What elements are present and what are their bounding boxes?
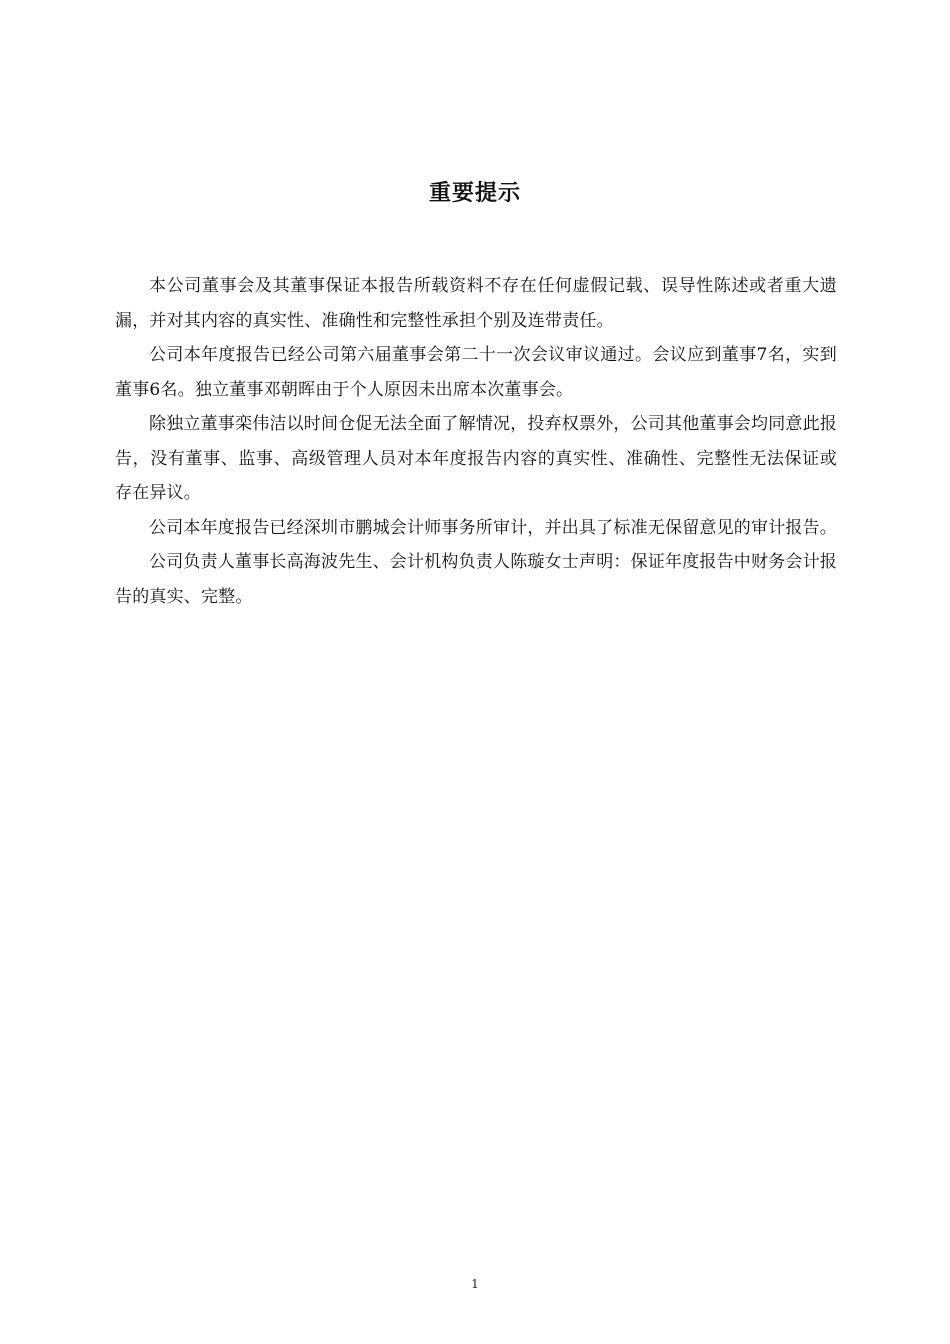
page-number: 1 bbox=[471, 1277, 479, 1291]
page-title: 重要提示 bbox=[428, 180, 521, 206]
paragraph-board-guarantee: 本公司董事会及其董事保证本报告所载资料不存在任何虚假记载、误导性陈述或者重大遗漏，并对其内容的真实性、准确性和完整性承担个别及连带责任。 bbox=[115, 276, 837, 331]
paragraph-responsibility-statement: 公司负责人董事长高海波先生、会计机构负责人陈璇女士声明：保证年度报告中财务会计报告的真实、完整。 bbox=[115, 552, 837, 607]
paragraph-audit-opinion: 公司本年度报告已经深圳市鹏城会计师事务所审计，并出具了标准无保留意见的审计报告。 bbox=[149, 517, 837, 538]
paragraph-board-approval: 公司本年度报告已经公司第六届董事会第二十一次会议审议通过。会议应到董事7名，实到董事6名。独立董事邓朝晖由于个人原因未出席本次董事会。 bbox=[115, 345, 837, 400]
important-notice-body bbox=[115, 269, 837, 614]
paragraph-director-vote: 除独立董事栾伟洁以时间仓促无法全面了解情况，投弃权票外，公司其他董事会均同意此报告，没有董事、监事、高级管理人员对本年度报告内容的真实性、准确性、完整性无法保证或存在异议。 bbox=[115, 414, 837, 503]
